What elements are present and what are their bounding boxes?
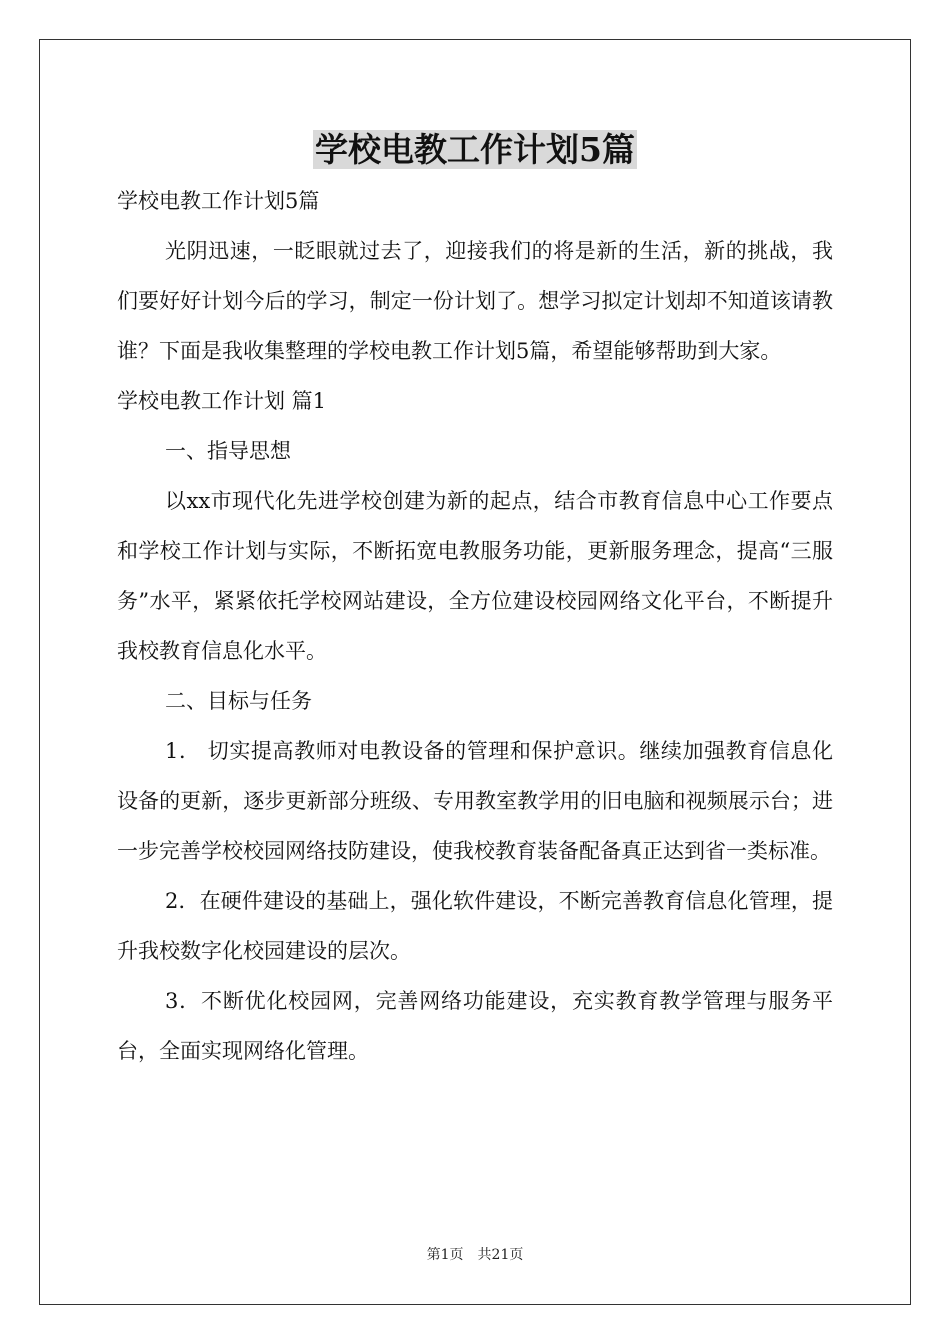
subheading-guiding-ideology: 一、指导思想 [165, 439, 291, 463]
section-heading: 学校电教工作计划 篇1 [117, 389, 327, 413]
subheading-goals-tasks: 二、目标与任务 [165, 689, 312, 713]
document-title [0, 128, 950, 172]
list-item-1: 1． 切实提高教师对电教设备的管理和保护意识。继续加强教育信息化设备的更新，逐步更新部分班级、专用教室教学用的旧电脑和视频展示台；进一步完善学校校园网络技防建设，使我校教育装备配备真正达到省一类标准。 [117, 739, 833, 863]
subtitle-paragraph: 学校电教工作计划5篇 [117, 189, 320, 213]
document-title-text: 学校电教工作计划5篇 [315, 130, 635, 169]
body-paragraph: 以xx市现代化先进学校创建为新的起点，结合市教育信息中心工作要点和学校工作计划与实际，不断拓宽电教服务功能，更新服务理念，提高“三服务”水平，紧紧依托学校网站建设，全方位建设校园网络文化平台，不断提升我校教育信息化水平。 [117, 489, 833, 663]
list-item-2: 2．在硬件建设的基础上，强化软件建设，不断完善教育信息化管理，提升我校数字化校园建设的层次。 [117, 889, 833, 963]
document-body [117, 176, 833, 1076]
intro-paragraph: 光阴迅速，一眨眼就过去了，迎接我们的将是新的生活，新的挑战，我们要好好计划今后的学习，制定一份计划了。想学习拟定计划却不知道该请教谁？下面是我收集整理的学校电教工作计划5篇，希望能够帮助到大家。 [117, 239, 833, 363]
list-item-3: 3．不断优化校园网，完善网络功能建设，充实教育教学管理与服务平台，全面实现网络化管理。 [117, 989, 833, 1063]
page-number: 第1页 共21页 [426, 1247, 524, 1263]
page-footer [0, 1245, 950, 1265]
